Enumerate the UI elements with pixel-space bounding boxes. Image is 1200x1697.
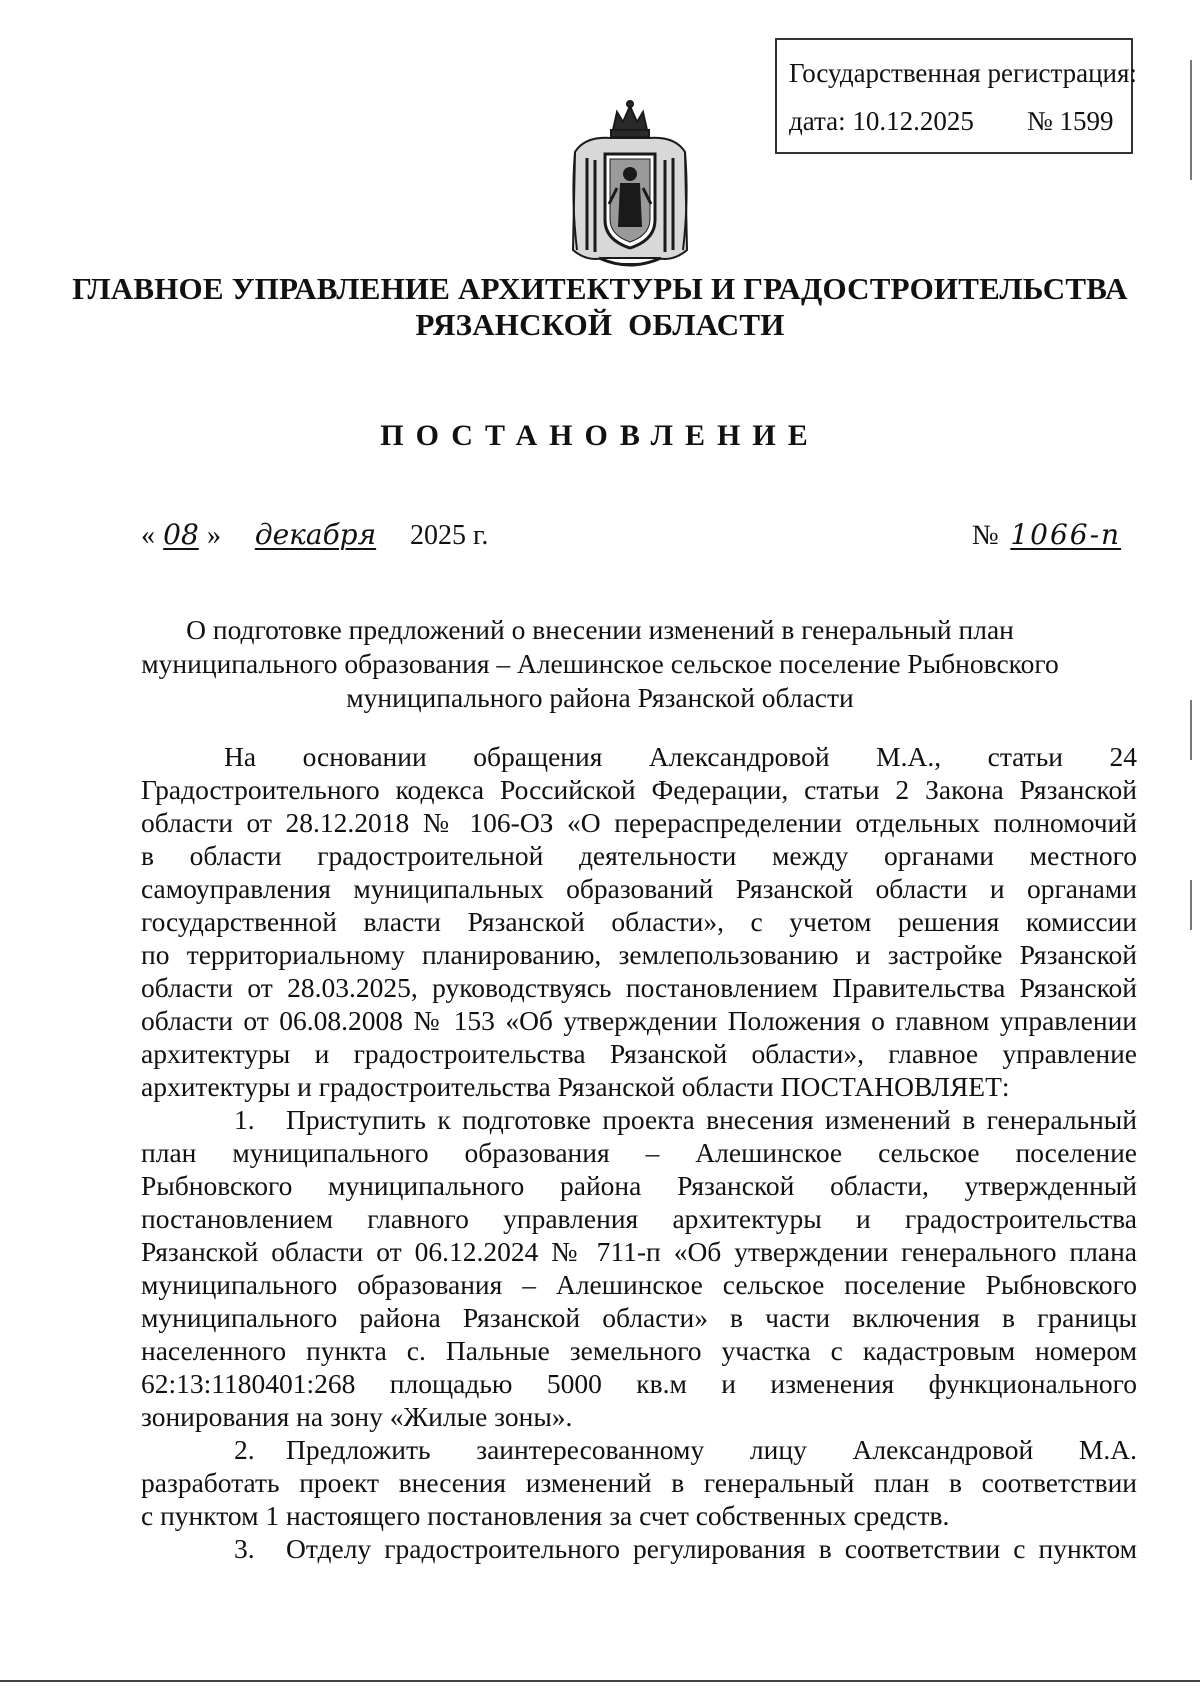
preamble-line: области от 28.12.2018 № 106-ОЗ «О перераспределении отдельных полномочий [141, 807, 1137, 838]
item-line: муниципального образования – Алешинское сельское поселение Рыбновского [141, 1269, 1137, 1300]
document-number [972, 518, 1126, 552]
document-body [141, 740, 1137, 1565]
preamble-line: области от 28.03.2025, руководствуясь постановлением Правительства Рязанской [141, 972, 1137, 1003]
registration-title: Государственная регистрация: [789, 58, 1137, 88]
item-text: Отделу градостроительного регулирования в соответствии с пунктом [286, 1533, 1137, 1564]
item-line: с пунктом 1 настоящего постановления за счет собственных средств. [141, 1500, 950, 1531]
date-open-quote: « [141, 520, 155, 551]
item-number: 1. [234, 1104, 255, 1135]
registration-date: дата: 10.12.2025 [789, 106, 974, 136]
item-number: 2. [234, 1434, 255, 1465]
item-2 [141, 1433, 1137, 1532]
preamble-line: На основании обращения Александровой М.А., статьи 24 [224, 741, 1137, 772]
preamble-line: самоуправления муниципальных образований Рязанской области и органами [141, 873, 1137, 904]
item-text: Предложить заинтересованному лицу Александровой М.А. [286, 1434, 1137, 1465]
preamble-paragraph [141, 740, 1137, 1103]
item-line: разработать проект внесения изменений в генеральный план в соответствии [141, 1467, 1137, 1498]
subject-line: муниципального района Рязанской области [346, 682, 854, 713]
item-line: зонирования на зону «Жилые зоны». [141, 1401, 573, 1432]
item-line: план муниципального образования – Алешинское сельское поселение [141, 1137, 1137, 1168]
item-line: Рязанской области от 06.12.2024 № 711-п «Об утверждении генерального плана [141, 1236, 1137, 1267]
scan-bottom-rule [0, 1680, 1200, 1682]
registration-stamp [775, 38, 1137, 154]
date-day: 08 [163, 518, 199, 551]
registration-number: № 1599 [1027, 106, 1114, 136]
preamble-line: архитектуры и градостроительства Рязанской области», главное управление [141, 1038, 1137, 1069]
document-date [141, 518, 488, 552]
number-prefix: № [972, 520, 999, 551]
preamble-line: архитектуры и градостроительства Рязанской области ПОСТАНОВЛЯЕТ: [141, 1071, 1010, 1102]
item-line: Рыбновского муниципального района Рязанской области, утвержденный [141, 1170, 1137, 1201]
number-value: 1066-п [1010, 518, 1122, 551]
organization-name-line1: ГЛАВНОЕ УПРАВЛЕНИЕ АРХИТЕКТУРЫ И ГРАДОСТРОИТЕЛЬСТВА [72, 271, 1128, 306]
subject-line: муниципального образования – Алешинское сельское поселение Рыбновского [141, 648, 1059, 679]
date-close-quote: » [207, 520, 221, 551]
item-line: населенного пункта с. Пальные земельного участка с кадастровым номером [141, 1335, 1137, 1366]
item-1 [141, 1103, 1137, 1433]
preamble-line: Градостроительного кодекса Российской Федерации, статьи 2 Закона Рязанской [141, 774, 1137, 805]
date-month: декабря [254, 518, 377, 551]
scan-edge-mark [1190, 60, 1192, 180]
date-year: 2025 г. [410, 520, 489, 551]
scan-edge-mark [1190, 880, 1192, 930]
item-3 [141, 1532, 1137, 1565]
preamble-line: по территориальному планированию, землепользованию и застройке Рязанской [141, 939, 1137, 970]
item-first-line [141, 1433, 1137, 1466]
document-subject [0, 613, 1200, 715]
preamble-line: области от 06.08.2008 № 153 «Об утверждении Положения о главном управлении [141, 1005, 1137, 1036]
ryazan-coat-of-arms-icon [565, 100, 695, 275]
subject-line: О подготовке предложений о внесении изменений в генеральный план [186, 614, 1014, 645]
scan-edge-mark [1190, 700, 1192, 760]
document-type-title: ПОСТАНОВЛЕНИЕ [380, 419, 820, 452]
item-first-line [141, 1532, 1137, 1565]
item-text: Приступить к подготовке проекта внесения изменений в генеральный [286, 1104, 1137, 1135]
item-first-line [141, 1103, 1137, 1136]
preamble-line: в области градостроительной деятельности между органами местного [141, 840, 1137, 871]
item-line: муниципального района Рязанской области» в части включения в границы [141, 1302, 1137, 1333]
item-number: 3. [234, 1533, 255, 1564]
organization-name-line2: РЯЗАНСКОЙ ОБЛАСТИ [415, 307, 785, 342]
item-line: постановлением главного управления архитектуры и градостроительства [141, 1203, 1137, 1234]
item-line: 62:13:1180401:268 площадью 5000 кв.м и изменения функционального [141, 1368, 1137, 1399]
preamble-line: государственной власти Рязанской области», с учетом решения комиссии [141, 906, 1137, 937]
